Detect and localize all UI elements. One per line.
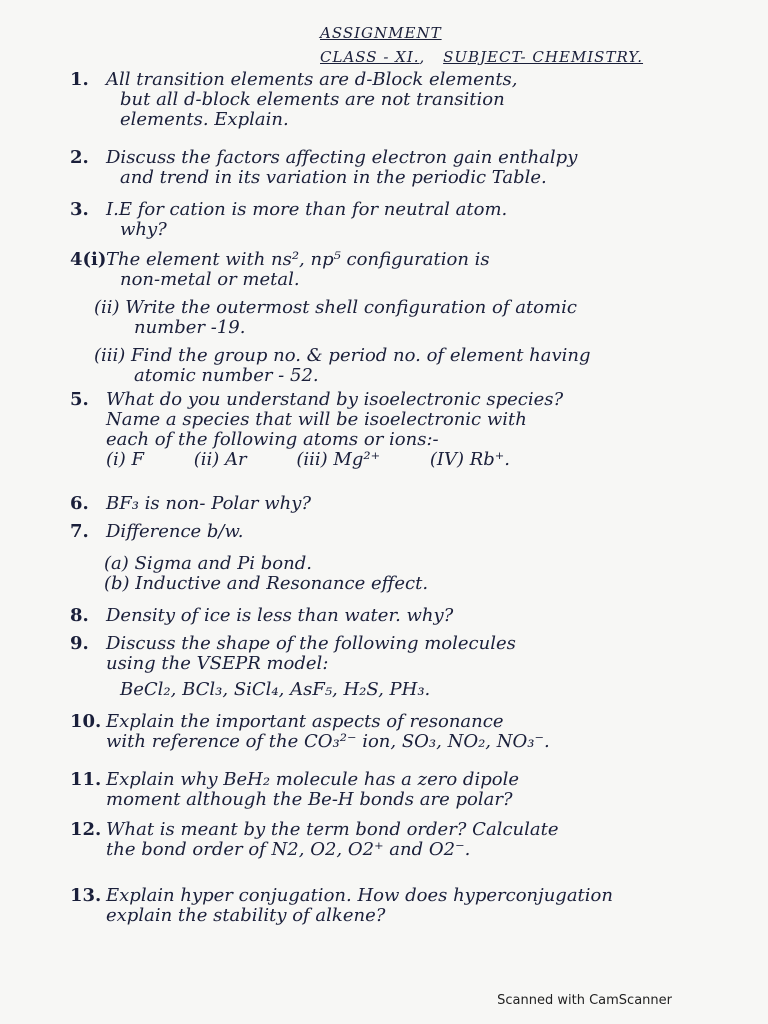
option-item: (i) F bbox=[106, 449, 145, 470]
question-11 bbox=[70, 770, 750, 810]
option-item: (iii) Mg²⁺ bbox=[296, 449, 381, 470]
question-text: non-metal or metal. bbox=[120, 269, 300, 290]
question-text: using the VSEPR model: bbox=[106, 653, 329, 674]
question-text: What do you understand by isoelectronic species? bbox=[106, 389, 564, 410]
option-item: (IV) Rb⁺. bbox=[429, 449, 511, 470]
question-number: 2. bbox=[70, 147, 89, 168]
question-text: BF₃ is non- Polar why? bbox=[106, 493, 312, 514]
question-text: Density of ice is less than water. why? bbox=[106, 605, 454, 626]
question-number: 12. bbox=[70, 819, 102, 840]
question-text: Explain the important aspects of resonance bbox=[106, 711, 504, 732]
question-8 bbox=[70, 606, 750, 626]
assignment-title: ASSIGNMENT bbox=[320, 24, 442, 42]
question-text: each of the following atoms or ions:- bbox=[106, 429, 439, 450]
question-text: The element with ns², np⁵ configuration is bbox=[106, 249, 490, 270]
class-label: CLASS - XI. bbox=[320, 48, 420, 66]
question-number: 9. bbox=[70, 633, 89, 654]
molecule-list: BeCl₂, BCl₃, SiCl₄, AsF₅, H₂S, PH₃. bbox=[120, 679, 431, 700]
question-number: 11. bbox=[70, 769, 102, 790]
question-7-part-b: (b) Inductive and Resonance effect. bbox=[104, 573, 429, 594]
subject-label: SUBJECT- CHEMISTRY. bbox=[443, 48, 644, 66]
question-text: Explain hyper conjugation. How does hyperconjugation bbox=[106, 885, 613, 906]
question-text: number -19. bbox=[134, 317, 246, 338]
question-6 bbox=[70, 494, 750, 514]
question-text: the bond order of N2, O2, O2⁺ and O2⁻. bbox=[106, 839, 471, 860]
question-number: 10. bbox=[70, 711, 102, 732]
question-text: elements. Explain. bbox=[120, 109, 289, 130]
question-number: 6. bbox=[70, 493, 89, 514]
question-number: 13. bbox=[70, 885, 102, 906]
assignment-header: ASSIGNMENT CLASS - XI., SUBJECT- CHEMISTRY. bbox=[320, 24, 644, 66]
question-13 bbox=[70, 886, 750, 926]
question-number: 3. bbox=[70, 199, 89, 220]
question-12 bbox=[70, 820, 750, 860]
question-text: but all d-block elements are not transition bbox=[120, 89, 505, 110]
question-text: Discuss the shape of the following molecules bbox=[106, 633, 516, 654]
question-4 bbox=[70, 250, 750, 386]
question-text: I.E for cation is more than for neutral atom. bbox=[106, 199, 508, 220]
question-1 bbox=[70, 70, 750, 130]
question-text: All transition elements are d-Block elements, bbox=[106, 69, 518, 90]
question-number: 1. bbox=[70, 69, 89, 90]
question-number: 7. bbox=[70, 521, 89, 542]
question-text: Discuss the factors affecting electron gain enthalpy bbox=[106, 147, 578, 168]
question-7 bbox=[70, 522, 750, 594]
question-7-part-a: (a) Sigma and Pi bond. bbox=[104, 553, 312, 574]
question-text: and trend in its variation in the periodic Table. bbox=[120, 167, 547, 188]
question-text: Explain why BeH₂ molecule has a zero dipole bbox=[106, 769, 519, 790]
question-4-part-iii: (iii) Find the group no. & period no. of element having bbox=[94, 345, 591, 366]
question-5 bbox=[70, 390, 750, 470]
question-2 bbox=[70, 148, 750, 188]
question-10 bbox=[70, 712, 750, 752]
question-number: 5. bbox=[70, 389, 89, 410]
question-text: explain the stability of alkene? bbox=[106, 905, 386, 926]
question-3 bbox=[70, 200, 750, 240]
question-text: why? bbox=[120, 219, 167, 240]
question-text: with reference of the CO₃²⁻ ion, SO₃, NO₂, NO₃⁻. bbox=[106, 731, 550, 752]
question-9 bbox=[70, 634, 750, 700]
question-number: 4(i) bbox=[70, 249, 107, 270]
option-item: (ii) Ar bbox=[193, 449, 247, 470]
question-text: moment although the Be-H bonds are polar? bbox=[106, 789, 513, 810]
question-text: Name a species that will be isoelectronic with bbox=[106, 409, 527, 430]
scanner-watermark: Scanned with CamScanner bbox=[497, 993, 672, 1008]
question-text: Difference b/w. bbox=[106, 521, 244, 542]
question-text: What is meant by the term bond order? Calculate bbox=[106, 819, 559, 840]
question-number: 8. bbox=[70, 605, 89, 626]
question-text: atomic number - 52. bbox=[134, 365, 319, 386]
question-4-part-ii: (ii) Write the outermost shell configuration of atomic bbox=[94, 297, 577, 318]
